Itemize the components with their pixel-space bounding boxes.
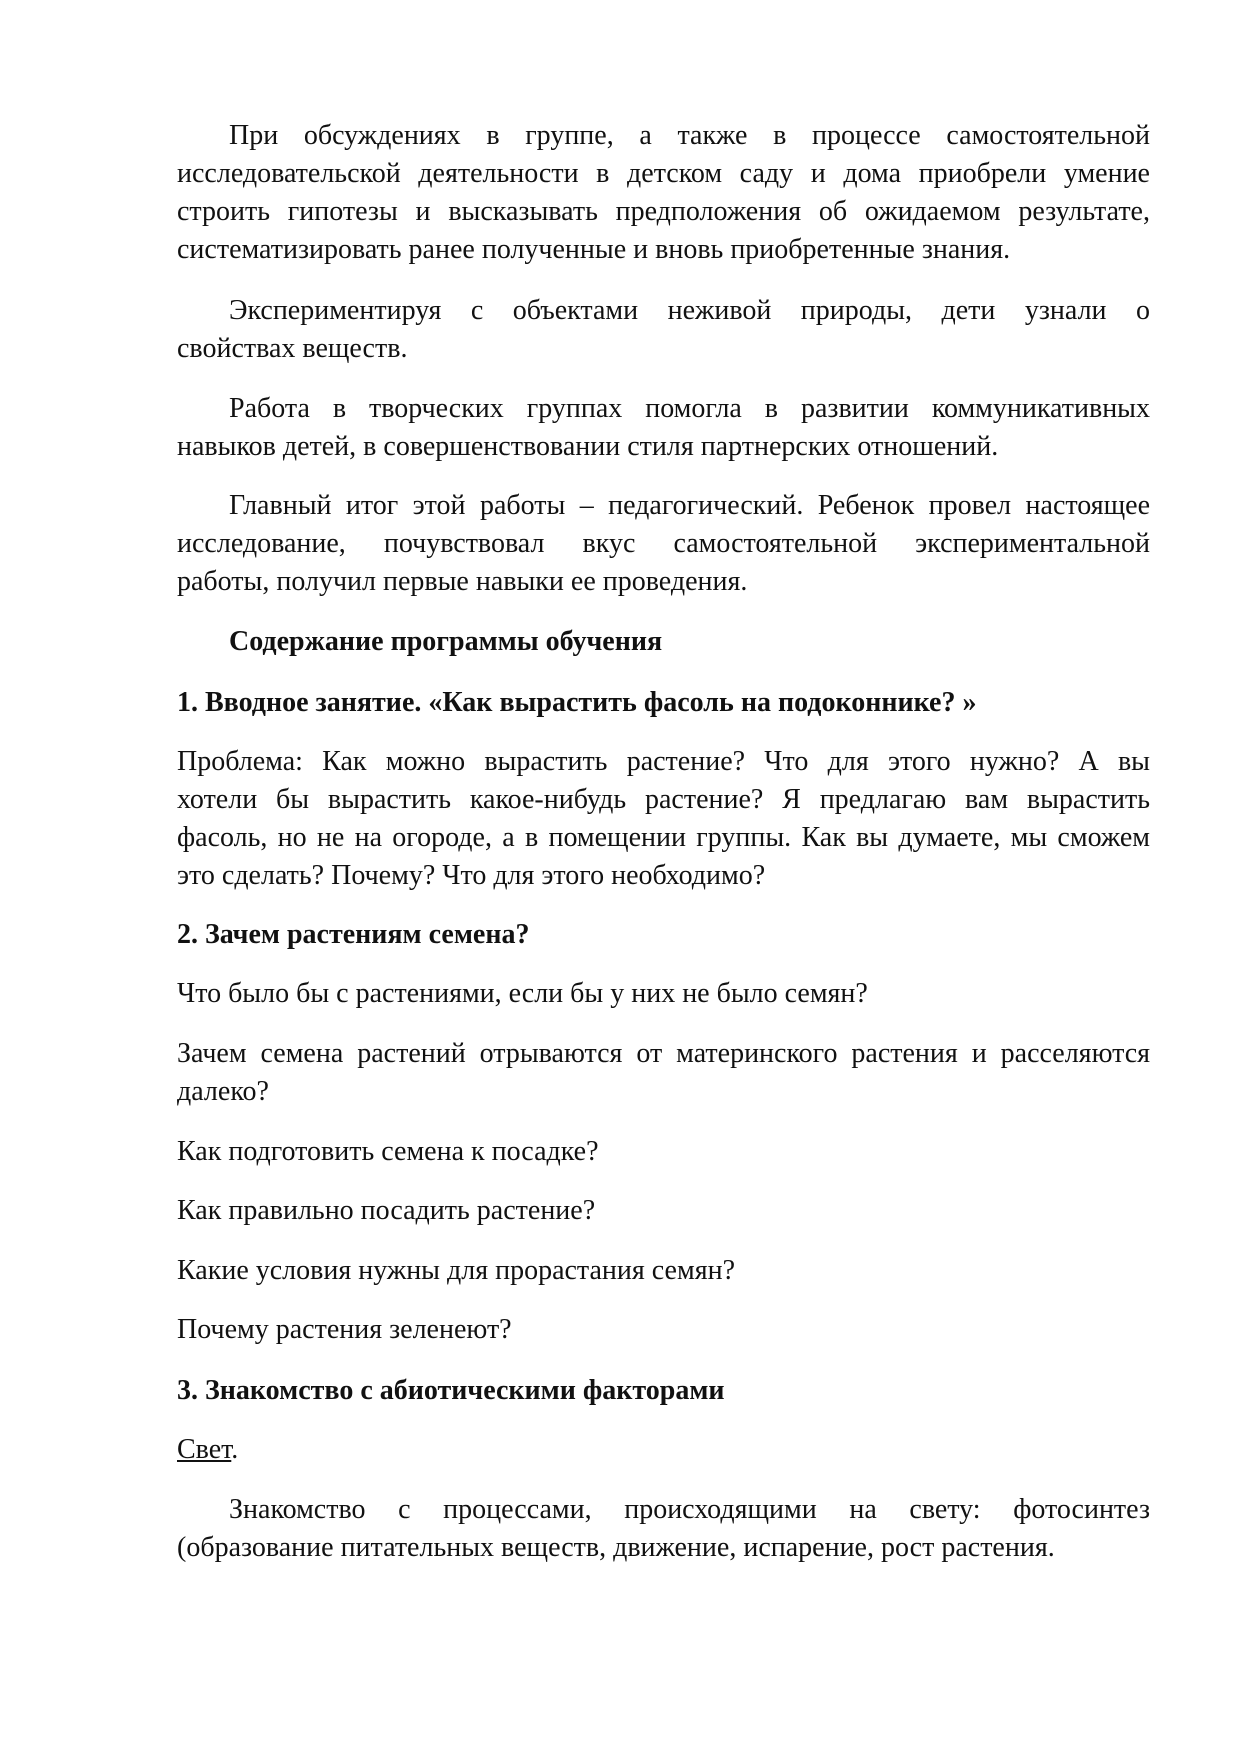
text-line: Главный итог этой работы – педагогический. Ребенок провел настоящее [229, 490, 1150, 521]
text-line: Что было бы с растениями, если бы у них не было семян? [177, 978, 868, 1009]
text-line: фасоль, но не на огороде, а в помещении группы. Как вы думаете, мы сможем [177, 822, 1150, 853]
paragraph [177, 390, 1150, 466]
paragraph [177, 1252, 1150, 1290]
text-line: Как правильно посадить растение? [177, 1195, 596, 1226]
text-line: исследовательской деятельности в детском саду и дома приобрели умение [177, 158, 1150, 189]
text-line: строить гипотезы и высказывать предположения об ожидаемом результате, [177, 196, 1150, 227]
text-line: Экспериментируя с объектами неживой природы, дети узнали о [229, 295, 1150, 326]
text-line: Содержание программы обучения [229, 626, 663, 657]
text-line: Зачем семена растений отрываются от материнского растения и расселяются [177, 1038, 1150, 1069]
text-line: Как подготовить семена к посадке? [177, 1136, 599, 1167]
section-heading [177, 684, 1150, 722]
text-line: это сделать? Почему? Что для этого необходимо? [177, 860, 766, 891]
paragraph [177, 1311, 1150, 1349]
text-line: работы, получил первые навыки ее проведения. [177, 566, 748, 597]
paragraph [177, 1192, 1150, 1230]
punctuation: . [231, 1434, 239, 1465]
paragraph [177, 1431, 1150, 1469]
paragraph [177, 487, 1150, 601]
text-line: Какие условия нужны для прорастания семян? [177, 1255, 735, 1286]
text-line: навыков детей, в совершенствовании стиля партнерских отношений. [177, 431, 999, 462]
section-heading [177, 623, 1150, 661]
section-heading [177, 916, 1150, 954]
text-line: Проблема: Как можно вырастить растение? Что для этого нужно? А вы [177, 746, 1150, 777]
paragraph [177, 1133, 1150, 1171]
text-line: При обсуждениях в группе, а также в процессе самостоятельной [229, 120, 1150, 151]
paragraph [177, 1035, 1150, 1111]
text-line: (образование питательных веществ, движение, испарение, рост растения. [177, 1532, 1055, 1563]
text-line: хотели бы вырастить какое-нибудь растение? Я предлагаю вам вырастить [177, 784, 1150, 815]
text-line [177, 1431, 1150, 1469]
underlined-subheading: Свет [177, 1434, 232, 1465]
paragraph [177, 117, 1150, 269]
text-line: 2. Зачем растениям семена? [177, 919, 530, 950]
paragraph [177, 292, 1150, 368]
text-line: свойствах веществ. [177, 333, 408, 364]
paragraph [177, 975, 1150, 1013]
text-line: Знакомство с процессами, происходящими на свету: фотосинтез [229, 1494, 1150, 1525]
text-line: 3. Знакомство с абиотическими факторами [177, 1375, 725, 1406]
text-line: Почему растения зеленеют? [177, 1314, 512, 1345]
text-line: далеко? [177, 1076, 269, 1107]
paragraph [177, 743, 1150, 895]
text-line: систематизировать ранее полученные и вновь приобретенные знания. [177, 234, 1011, 265]
text-line: 1. Вводное занятие. «Как вырастить фасоль на подоконнике? » [177, 687, 977, 718]
section-heading [177, 1372, 1150, 1410]
text-line: Работа в творческих группах помогла в развитии коммуникативных [229, 393, 1150, 424]
text-line: исследование, почувствовал вкус самостоятельной экспериментальной [177, 528, 1150, 559]
paragraph [177, 1491, 1150, 1567]
